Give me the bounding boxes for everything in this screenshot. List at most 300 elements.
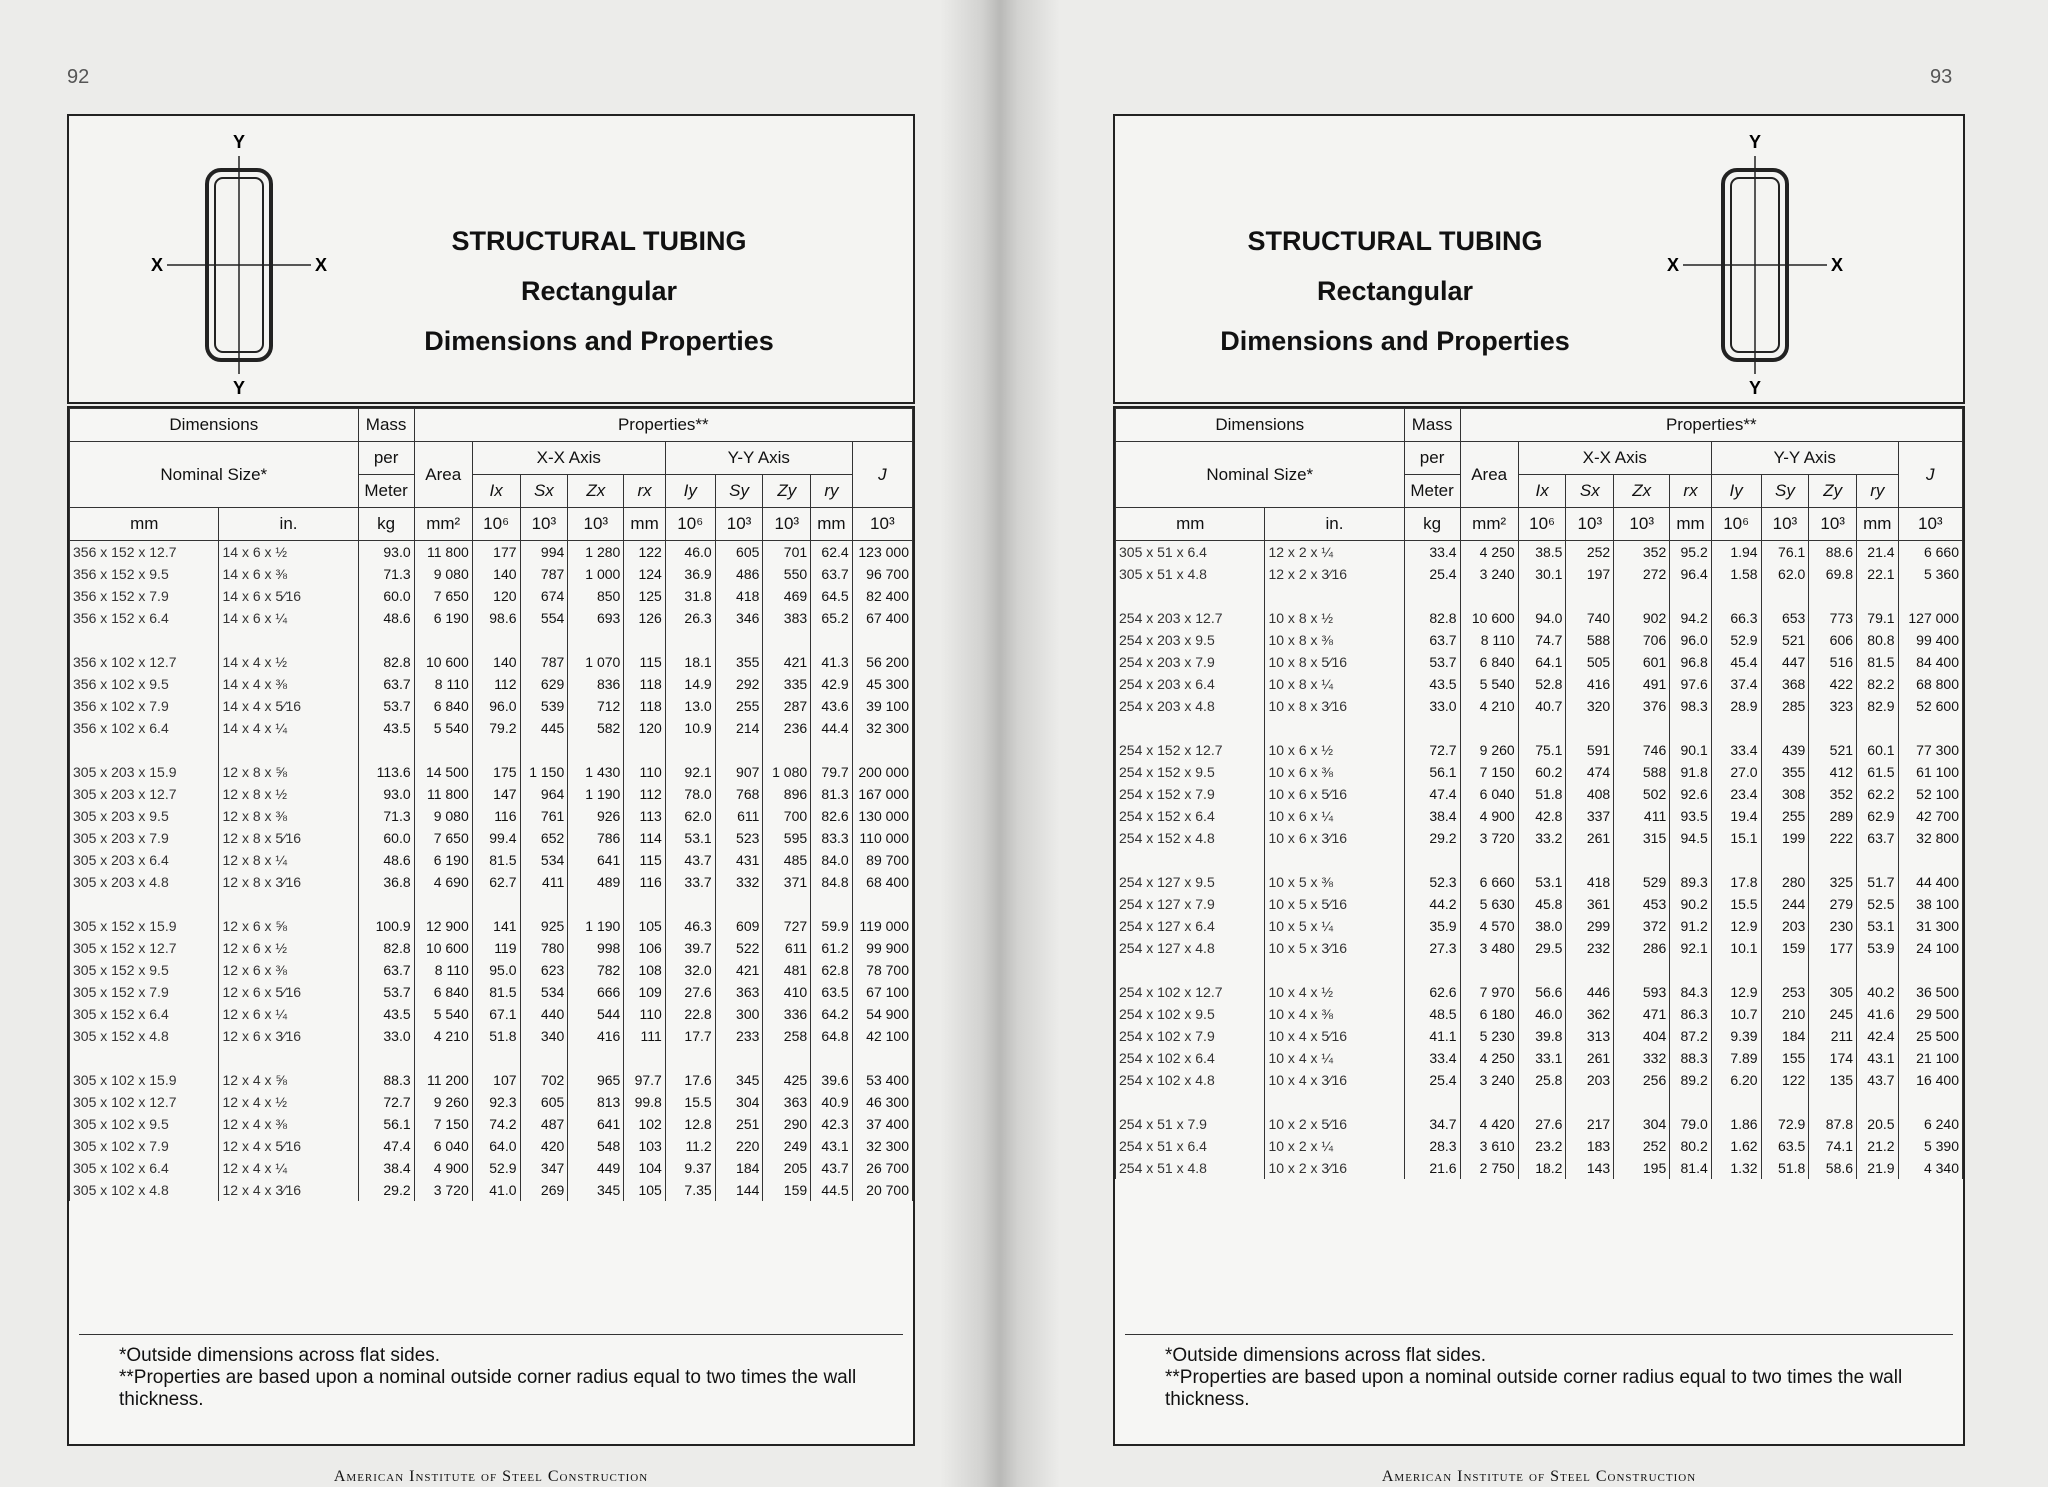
table-cell: 7 150 (1460, 761, 1518, 783)
table-cell: 110 000 (852, 827, 912, 849)
table-cell: 249 (763, 1135, 811, 1157)
publisher-footer: American Institute of Steel Construction (333, 1468, 649, 1485)
table-cell: 76.1 (1761, 541, 1809, 564)
table-cell: 66.3 (1711, 607, 1761, 629)
table-cell: 33.0 (1404, 695, 1460, 717)
table-cell: 5 390 (1898, 1135, 1962, 1157)
table-cell: 5 630 (1460, 893, 1518, 915)
table-cell: 356 x 102 x 12.7 (70, 651, 219, 673)
table-cell: 286 (1614, 937, 1670, 959)
row-spacer (70, 629, 913, 651)
table-cell: 422 (1809, 673, 1857, 695)
table-cell: 313 (1566, 1025, 1614, 1047)
table-cell: 787 (520, 651, 568, 673)
table-cell: 502 (1614, 783, 1670, 805)
table-cell: 925 (520, 915, 568, 937)
table-cell: 111 (624, 1025, 666, 1047)
table-cell: 83.3 (811, 827, 853, 849)
table-cell: 305 x 152 x 7.9 (70, 981, 219, 1003)
table-cell: 63.7 (811, 563, 853, 585)
header-mass: Mass (358, 409, 414, 442)
publisher-footer: American Institute of Steel Construction (1381, 1468, 1697, 1485)
table-cell: 177 (472, 541, 520, 564)
header-nominal-size: Nominal Size* (1116, 442, 1405, 508)
table-cell: 408 (1566, 783, 1614, 805)
table-cell: 159 (763, 1179, 811, 1201)
table-cell: 63.5 (811, 981, 853, 1003)
table-cell: 593 (1614, 981, 1670, 1003)
table-cell: 113 (624, 805, 666, 827)
table-cell: 652 (520, 827, 568, 849)
table-cell: 155 (1761, 1047, 1809, 1069)
table-cell: 653 (1761, 607, 1809, 629)
table-cell: 6 660 (1460, 871, 1518, 893)
table-cell: 305 x 203 x 15.9 (70, 761, 219, 783)
row-spacer (70, 893, 913, 915)
table-row (1116, 981, 1963, 1003)
table-cell: 99 900 (852, 937, 912, 959)
table-row (1116, 761, 1963, 783)
table-cell: 964 (520, 783, 568, 805)
table-cell: 38.4 (358, 1157, 414, 1179)
table-cell: 315 (1614, 827, 1670, 849)
table-row (70, 717, 913, 739)
table-cell: 82.6 (811, 805, 853, 827)
table-cell: 17.8 (1711, 871, 1761, 893)
table-cell: 14 x 6 x 5⁄16 (219, 585, 358, 607)
header-yy-axis: Y-Y Axis (665, 442, 852, 475)
table-cell: 548 (568, 1135, 624, 1157)
table-cell: 44.4 (811, 717, 853, 739)
table-cell: 7 150 (414, 1113, 472, 1135)
page-title: STRUCTURAL TUBING (1247, 226, 1543, 256)
table-cell: 53.1 (1518, 871, 1566, 893)
table-cell: 67.1 (472, 1003, 520, 1025)
table-cell: 124 (624, 563, 666, 585)
table-cell: 411 (520, 871, 568, 893)
table-cell: 112 (472, 673, 520, 695)
table-cell: 6 040 (414, 1135, 472, 1157)
table-cell: 33.1 (1518, 1047, 1566, 1069)
table-cell: 10 x 6 x ⅜ (1265, 761, 1404, 783)
table-cell: 416 (1566, 673, 1614, 695)
table-cell: 199 (1761, 827, 1809, 849)
table-cell: 92.1 (665, 761, 715, 783)
table-cell: 195 (1614, 1157, 1670, 1179)
table-row (70, 1179, 913, 1201)
table-cell: 18.2 (1518, 1157, 1566, 1179)
table-cell: 254 x 51 x 4.8 (1116, 1157, 1265, 1179)
table-cell: 90.2 (1670, 893, 1712, 915)
table-cell: 116 (472, 805, 520, 827)
table-cell: 12 x 4 x 5⁄16 (219, 1135, 358, 1157)
row-spacer (1116, 585, 1963, 607)
table-cell: 108 (624, 959, 666, 981)
table-cell: 20 700 (852, 1179, 912, 1201)
table-cell: 45.4 (1711, 651, 1761, 673)
table-cell: 42.3 (811, 1113, 853, 1135)
table-cell: 10 x 4 x ¼ (1265, 1047, 1404, 1069)
table-cell: 217 (1566, 1113, 1614, 1135)
table-cell: 10 x 8 x 3⁄16 (1265, 695, 1404, 717)
table-cell: 78.0 (665, 783, 715, 805)
table-cell: 727 (763, 915, 811, 937)
table-cell: 588 (1566, 629, 1614, 651)
table-cell: 431 (715, 849, 763, 871)
table-cell: 4 900 (414, 1157, 472, 1179)
table-cell: 280 (1761, 871, 1809, 893)
table-cell: 453 (1614, 893, 1670, 915)
table-cell: 33.0 (358, 1025, 414, 1047)
table-cell: 107 (472, 1069, 520, 1091)
table-cell: 51.8 (472, 1025, 520, 1047)
table-row (1116, 673, 1963, 695)
table-cell: 88.3 (1670, 1047, 1712, 1069)
axis-label-x-left: X (150, 255, 164, 275)
table-cell: 15.5 (1711, 893, 1761, 915)
table-cell: 81.5 (472, 981, 520, 1003)
table-cell: 641 (568, 849, 624, 871)
table-cell: 14 x 4 x ⅜ (219, 673, 358, 695)
table-cell: 521 (1761, 629, 1809, 651)
table-cell: 25 500 (1898, 1025, 1962, 1047)
table-cell: 305 x 203 x 7.9 (70, 827, 219, 849)
page-subtitle-2: Dimensions and Properties (1220, 326, 1570, 356)
table-cell: 97.6 (1670, 673, 1712, 695)
table-header (70, 409, 913, 541)
table-cell: 2 750 (1460, 1157, 1518, 1179)
table-cell: 6 240 (1898, 1113, 1962, 1135)
table-cell: 39.8 (1518, 1025, 1566, 1047)
table-cell: 95.0 (472, 959, 520, 981)
table-cell: 896 (763, 783, 811, 805)
table-cell: 521 (1809, 739, 1857, 761)
table-cell: 79.2 (472, 717, 520, 739)
table-cell: 67 400 (852, 607, 912, 629)
table-cell: 4 210 (414, 1025, 472, 1047)
table-cell: 10.1 (1711, 937, 1761, 959)
table-cell: 768 (715, 783, 763, 805)
table-cell: 82.2 (1857, 673, 1899, 695)
table-row (70, 585, 913, 607)
table-cell: 254 x 127 x 6.4 (1116, 915, 1265, 937)
table-cell: 11 200 (414, 1069, 472, 1091)
table-cell: 64.5 (811, 585, 853, 607)
table-cell: 285 (1761, 695, 1809, 717)
table-cell: 12 x 6 x 3⁄16 (219, 1025, 358, 1047)
table-cell: 122 (1761, 1069, 1809, 1091)
table-row (1116, 1047, 1963, 1069)
table-cell: 22.1 (1857, 563, 1899, 585)
header-in: in. (1265, 508, 1404, 541)
table-cell: 10 x 4 x 3⁄16 (1265, 1069, 1404, 1091)
header-area: Area (414, 442, 472, 508)
table-cell: 332 (715, 871, 763, 893)
table-cell: 605 (520, 1091, 568, 1113)
table-cell: 1 000 (568, 563, 624, 585)
table-cell: 105 (624, 1179, 666, 1201)
table-cell: 308 (1761, 783, 1809, 805)
axis-label-y-top: Y (1748, 134, 1762, 152)
table-cell: 81.3 (811, 783, 853, 805)
table-cell: 9 080 (414, 563, 472, 585)
table-row (1116, 695, 1963, 717)
table-cell: 287 (763, 695, 811, 717)
table-cell: 486 (715, 563, 763, 585)
table-cell: 6 840 (1460, 651, 1518, 673)
table-cell: 305 x 102 x 4.8 (70, 1179, 219, 1201)
table-cell: 60.2 (1518, 761, 1566, 783)
table-cell: 345 (715, 1069, 763, 1091)
table-row (1116, 1003, 1963, 1025)
table-cell: 46.0 (665, 541, 715, 564)
table-cell: 487 (520, 1113, 568, 1135)
table-cell: 87.8 (1809, 1113, 1857, 1135)
footnote-line-2: **Properties are based upon a nominal outside corner radius equal to two times the wall thickness. (1165, 1367, 1903, 1410)
table-cell: 254 x 152 x 12.7 (1116, 739, 1265, 761)
header-kg: kg (1404, 508, 1460, 541)
table-cell: 13.0 (665, 695, 715, 717)
table-cell: 1.86 (1711, 1113, 1761, 1135)
table-cell: 43.6 (811, 695, 853, 717)
table-cell: 254 x 127 x 9.5 (1116, 871, 1265, 893)
row-spacer (1116, 717, 1963, 739)
table-cell: 80.2 (1670, 1135, 1712, 1157)
table-cell: 606 (1809, 629, 1857, 651)
table-cell: 3 720 (414, 1179, 472, 1201)
table-cell: 64.8 (811, 1025, 853, 1047)
table-cell: 10 600 (414, 651, 472, 673)
table-cell: 410 (763, 981, 811, 1003)
header-e3: 10³ (1566, 508, 1614, 541)
table-cell: 965 (568, 1069, 624, 1091)
table-cell: 184 (715, 1157, 763, 1179)
table-cell: 3 480 (1460, 937, 1518, 959)
header-xx-axis: X-X Axis (472, 442, 665, 475)
table-cell: 205 (763, 1157, 811, 1179)
table-cell: 439 (1761, 739, 1809, 761)
table-cell: 355 (1761, 761, 1809, 783)
table-cell: 12 900 (414, 915, 472, 937)
table-cell: 998 (568, 937, 624, 959)
table-cell: 114 (624, 827, 666, 849)
table-cell: 92.1 (1670, 937, 1712, 959)
table-cell: 16 400 (1898, 1069, 1962, 1091)
table-cell: 40.7 (1518, 695, 1566, 717)
table-cell: 33.4 (1404, 1047, 1460, 1069)
table-cell: 425 (763, 1069, 811, 1091)
table-cell: 666 (568, 981, 624, 1003)
table-cell: 23.2 (1518, 1135, 1566, 1157)
table-cell: 279 (1809, 893, 1857, 915)
axis-label-y-bottom: Y (1748, 378, 1762, 396)
table-cell: 244 (1761, 893, 1809, 915)
header-mm: mm (1857, 508, 1899, 541)
table-cell: 51.8 (1761, 1157, 1809, 1179)
table-cell: 4 690 (414, 871, 472, 893)
table-cell: 74.7 (1518, 629, 1566, 651)
header-iy: Iy (665, 475, 715, 508)
table-cell: 28.3 (1404, 1135, 1460, 1157)
table-cell: 45.8 (1518, 893, 1566, 915)
table-cell: 89.3 (1670, 871, 1712, 893)
table-row (1116, 937, 1963, 959)
table-cell: 10 x 2 x 3⁄16 (1265, 1157, 1404, 1179)
table-cell: 82.8 (358, 937, 414, 959)
table-row (70, 805, 913, 827)
header-sy: Sy (715, 475, 763, 508)
axis-label-x-right: X (314, 255, 328, 275)
table-cell: 112 (624, 783, 666, 805)
table-cell: 31.8 (665, 585, 715, 607)
table-cell: 33.4 (1404, 541, 1460, 564)
table-cell: 325 (1809, 871, 1857, 893)
table-cell: 740 (1566, 607, 1614, 629)
table-cell: 605 (715, 541, 763, 564)
table-cell: 236 (763, 717, 811, 739)
table-cell: 37 400 (852, 1113, 912, 1135)
table-cell: 12.9 (1711, 981, 1761, 1003)
table-cell: 38.5 (1518, 541, 1566, 564)
table-cell: 67 100 (852, 981, 912, 1003)
table-cell: 9.37 (665, 1157, 715, 1179)
table-cell: 356 x 152 x 7.9 (70, 585, 219, 607)
table-cell: 125 (624, 585, 666, 607)
table-cell: 10 x 6 x ¼ (1265, 805, 1404, 827)
table-cell: 17.7 (665, 1025, 715, 1047)
table-cell: 3 240 (1460, 1069, 1518, 1091)
table-cell: 11 800 (414, 541, 472, 564)
table-row (1116, 739, 1963, 761)
table-cell: 440 (520, 1003, 568, 1025)
table-cell: 44.2 (1404, 893, 1460, 915)
table-cell: 305 x 152 x 9.5 (70, 959, 219, 981)
header-e3: 10³ (1898, 508, 1962, 541)
table-cell: 60.0 (358, 827, 414, 849)
table-cell: 110 (624, 1003, 666, 1025)
table-cell: 4 210 (1460, 695, 1518, 717)
table-cell: 611 (715, 805, 763, 827)
table-cell: 544 (568, 1003, 624, 1025)
table-cell: 305 x 203 x 9.5 (70, 805, 219, 827)
table-cell: 93.0 (358, 783, 414, 805)
table-cell: 82 400 (852, 585, 912, 607)
table-cell: 10 x 5 x 5⁄16 (1265, 893, 1404, 915)
table-cell: 256 (1614, 1069, 1670, 1091)
table-row (70, 1091, 913, 1113)
header-per: per (1404, 442, 1460, 475)
table-cell: 907 (715, 761, 763, 783)
header-mm2: mm² (414, 508, 472, 541)
table-cell: 29.2 (1404, 827, 1460, 849)
table-cell: 42.8 (1518, 805, 1566, 827)
table-cell: 12 x 4 x ⅜ (219, 1113, 358, 1135)
table-cell: 305 x 203 x 12.7 (70, 783, 219, 805)
table-cell: 43.7 (665, 849, 715, 871)
table-cell: 43.1 (1857, 1047, 1899, 1069)
table-cell: 99.8 (624, 1091, 666, 1113)
table-cell: 47.4 (1404, 783, 1460, 805)
table-cell: 84.8 (811, 871, 853, 893)
table-cell: 53.7 (1404, 651, 1460, 673)
table-cell: 363 (715, 981, 763, 1003)
table-cell: 254 x 102 x 6.4 (1116, 1047, 1265, 1069)
table-row (70, 541, 913, 564)
table-cell: 58.6 (1809, 1157, 1857, 1179)
table-cell: 5 540 (414, 1003, 472, 1025)
table-cell: 14 x 6 x ¼ (219, 607, 358, 629)
table-cell: 10 x 5 x ¼ (1265, 915, 1404, 937)
table-cell: 252 (1614, 1135, 1670, 1157)
header-area: Area (1460, 442, 1518, 508)
header-zy: Zy (1809, 475, 1857, 508)
table-cell: 79.0 (1670, 1113, 1712, 1135)
table-cell: 609 (715, 915, 763, 937)
header-sy: Sy (1761, 475, 1809, 508)
table-cell: 32 300 (852, 717, 912, 739)
header-ry: ry (811, 475, 853, 508)
table-cell: 320 (1566, 695, 1614, 717)
header-e3: 10³ (520, 508, 568, 541)
table-cell: 595 (763, 827, 811, 849)
table-cell: 305 x 51 x 6.4 (1116, 541, 1265, 564)
table-cell: 65.2 (811, 607, 853, 629)
table-cell: 24 100 (1898, 937, 1962, 959)
table-cell: 356 x 152 x 6.4 (70, 607, 219, 629)
table-cell: 60.1 (1857, 739, 1899, 761)
row-spacer (70, 1047, 913, 1069)
table-cell: 175 (472, 761, 520, 783)
table-cell: 693 (568, 607, 624, 629)
table-cell: 404 (1614, 1025, 1670, 1047)
table-cell: 1 280 (568, 541, 624, 564)
table-cell: 5 540 (414, 717, 472, 739)
table-cell: 81.5 (472, 849, 520, 871)
table-cell: 10.9 (665, 717, 715, 739)
table-cell: 6 840 (414, 981, 472, 1003)
table-cell: 80.8 (1857, 629, 1899, 651)
table-cell: 4 340 (1898, 1157, 1962, 1179)
header-sx: Sx (520, 475, 568, 508)
table-cell: 712 (568, 695, 624, 717)
table-cell: 17.6 (665, 1069, 715, 1091)
rectangular-tube-diagram (149, 134, 329, 396)
table-cell: 485 (763, 849, 811, 871)
table-cell: 84 400 (1898, 651, 1962, 673)
table-cell: 100.9 (358, 915, 414, 937)
header-mm: mm (1670, 508, 1712, 541)
table-cell: 130 000 (852, 805, 912, 827)
table-cell: 88.3 (358, 1069, 414, 1091)
table-cell: 14.9 (665, 673, 715, 695)
header-xx-axis: X-X Axis (1518, 442, 1711, 475)
table-cell: 103 (624, 1135, 666, 1157)
table-cell: 253 (1761, 981, 1809, 1003)
table-cell: 56.1 (358, 1113, 414, 1135)
table-cell: 254 x 203 x 4.8 (1116, 695, 1265, 717)
table-cell: 21.9 (1857, 1157, 1899, 1179)
row-spacer (1116, 1091, 1963, 1113)
table-cell: 254 x 203 x 6.4 (1116, 673, 1265, 695)
table-cell: 305 x 51 x 4.8 (1116, 563, 1265, 585)
table-cell: 345 (568, 1179, 624, 1201)
table-row (1116, 629, 1963, 651)
table-cell: 52.8 (1518, 673, 1566, 695)
table-cell: 29.5 (1518, 937, 1566, 959)
table-row (1116, 1113, 1963, 1135)
header-mm: mm (624, 508, 666, 541)
table-cell: 9 080 (414, 805, 472, 827)
